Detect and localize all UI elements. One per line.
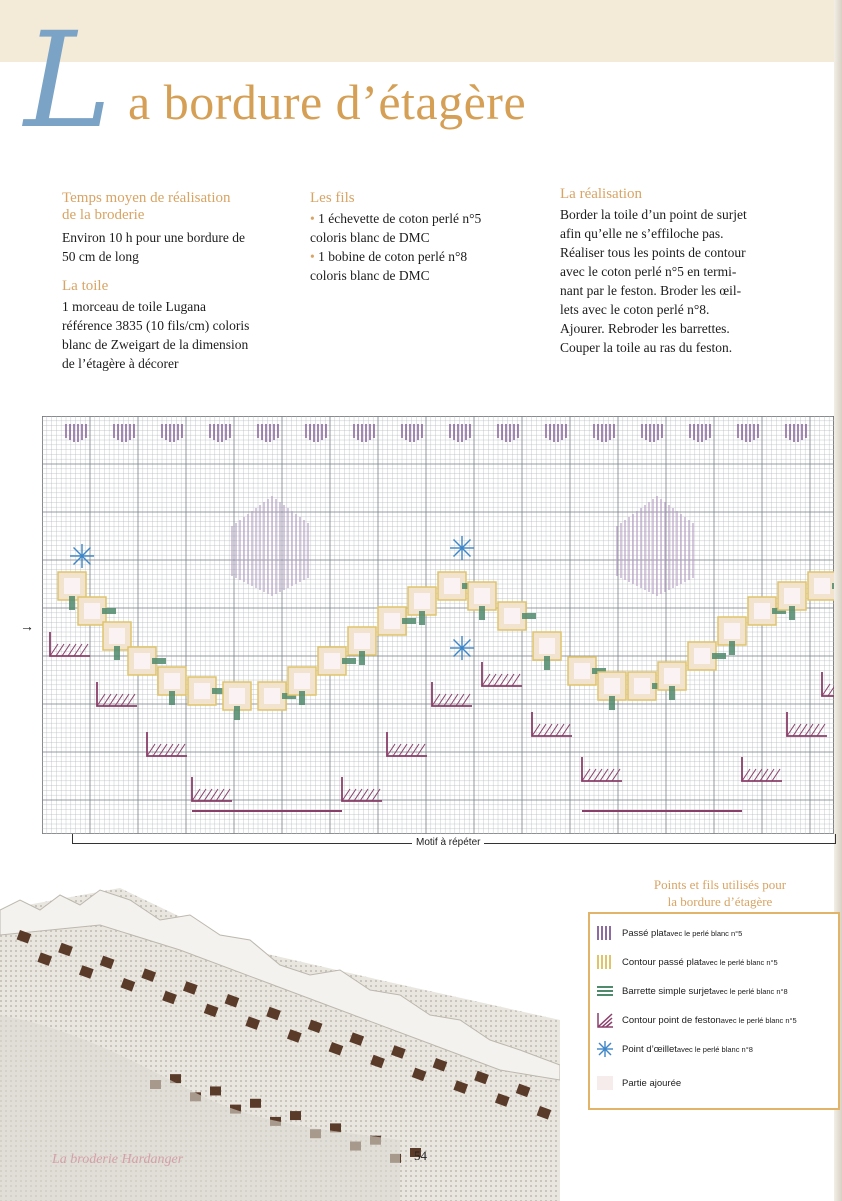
making-text: Border la toile d’un point de surjet afin qu’elle ne s’effiloche pas. Réaliser tous les points de contour avec le coton perlé n°5 en termi- nant par le feston. Broder les œil- lets avec le coton perlé n°8. Ajourer. Rebroder les barrettes. Couper la toile au ras du feston. <box>560 207 747 355</box>
legend-item-ajouree: Partie ajourée <box>596 1072 681 1094</box>
eyelet-stitch-swatch-icon <box>596 1041 614 1057</box>
legend-item-oeillet: Point d’œillet avec le perlé blanc n°8 <box>596 1038 753 1060</box>
column-middle <box>310 190 525 297</box>
cutwork-swatch-icon <box>596 1075 614 1091</box>
page-title <box>14 6 834 156</box>
satin-stitch-swatch-icon <box>596 925 614 941</box>
fabric-heading: La toile <box>62 278 109 294</box>
repeat-indicator <box>72 834 836 852</box>
legend-title: Points et fils utilisés pour la bordure d’étagère <box>653 877 787 909</box>
column-right <box>560 186 822 369</box>
buttonhole-stitch-swatch-icon <box>596 1012 614 1028</box>
time-heading: Temps moyen de réalisation de la broderie <box>62 190 231 223</box>
magazine-footer: La broderie Hardanger <box>52 1152 184 1167</box>
page-number: 54 <box>414 1148 427 1163</box>
column-left <box>62 190 292 385</box>
embroidery-grid-chart <box>42 416 834 834</box>
threads-heading: Les fils <box>310 190 355 206</box>
title-initial: L <box>24 4 112 158</box>
making-heading: La réalisation <box>560 186 643 202</box>
bar-stitch-swatch-icon <box>596 983 614 999</box>
repeat-label: Motif à répéter <box>412 834 484 852</box>
legend-item-passe-plat: Passé plat avec le perlé blanc n°5 <box>596 922 742 944</box>
fabric-text: 1 morceau de toile Lugana référence 3835 (10 fils/cm) coloris blanc de Zweigart de la dimension de l’étagère à décorer <box>62 299 250 371</box>
outline-satin-swatch-icon <box>596 954 614 970</box>
legend-item-barrette: Barrette simple surjet avec le perlé blanc n°8 <box>596 980 788 1002</box>
title-text: a bordure d’étagère <box>128 74 527 130</box>
repeat-start-arrow: → <box>20 620 34 635</box>
threads-text: • 1 échevette de coton perlé n°5 coloris blanc de DMC • 1 bobine de coton perlé n°8 coloris blanc de DMC <box>310 211 482 283</box>
time-text: Environ 10 h pour une bordure de 50 cm de long <box>62 230 245 264</box>
stitch-legend <box>588 912 840 1110</box>
legend-item-feston: Contour point de feston avec le perlé blanc n°5 <box>596 1009 797 1031</box>
legend-item-contour-passe-plat: Contour passé plat avec le perlé blanc n°5 <box>596 951 778 973</box>
